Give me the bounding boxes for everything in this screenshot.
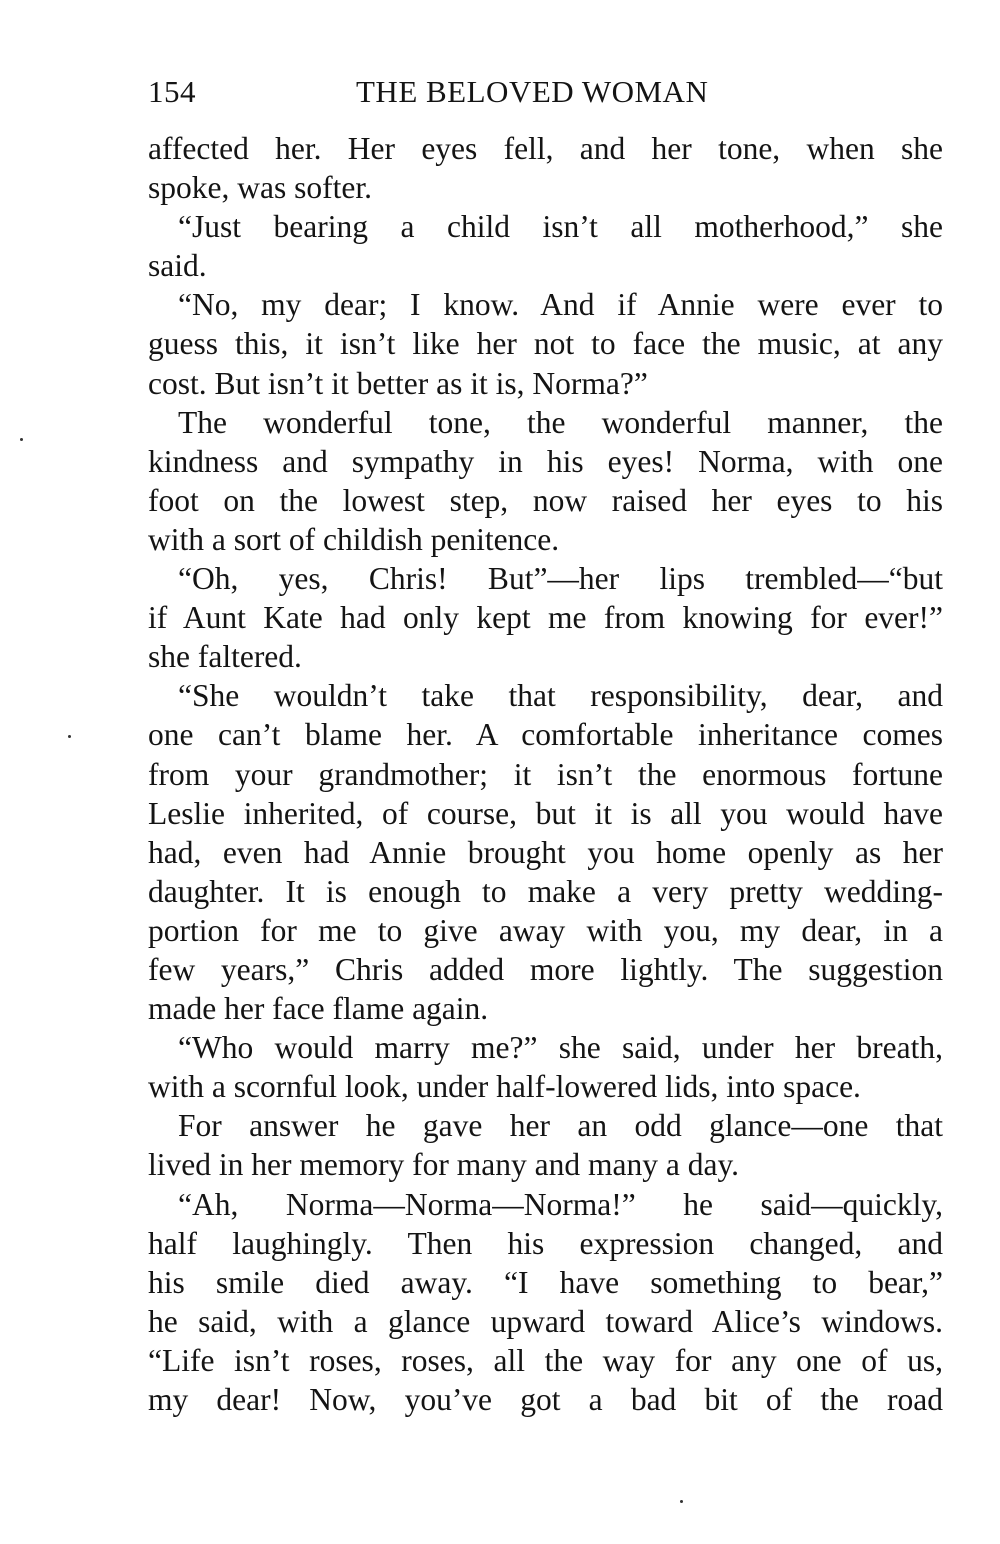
text-line: had, even had Annie brought you home openly as her [148, 834, 943, 870]
text-line: from your grandmother; it isn’t the enormous fortune [148, 756, 943, 792]
text-line: daughter. It is enough to make a very pretty wedding- [148, 873, 943, 909]
text-line: “No, my dear; I know. And if Annie were ever to [178, 287, 943, 323]
text-line: “Oh, yes, Chris! But”—her lips trembled—“but [178, 561, 943, 597]
text-line: spoke, was softer. [148, 170, 372, 206]
text-line: The wonderful tone, the wonderful manner, the [178, 404, 943, 440]
text-line: guess this, it isn’t like her not to face the music, at any [148, 326, 943, 362]
text-line: “Life isn’t roses, roses, all the way for any one of us, [148, 1342, 943, 1378]
text-line: with a sort of childish penitence. [148, 521, 560, 557]
text-line: portion for me to give away with you, my dear, in a [148, 912, 943, 948]
scan-speck [68, 735, 71, 738]
scan-speck [20, 438, 23, 441]
book-title: THE BELOVED WOMAN [356, 74, 709, 109]
text-line: lived in her memory for many and many a day. [148, 1147, 740, 1183]
page-number: 154 [148, 74, 196, 109]
text-line: with a scornful look, under half-lowered lids, into space. [148, 1069, 861, 1105]
scan-speck [680, 1500, 683, 1503]
text-line: foot on the lowest step, now raised her eyes to his [148, 482, 943, 518]
text-line: “She wouldn’t take that responsibility, dear, and [178, 678, 943, 714]
body-text [148, 129, 943, 1419]
text-line: said. [148, 248, 207, 284]
text-line: half laughingly. Then his expression changed, and [148, 1225, 943, 1261]
text-line: “Who would marry me?” she said, under her breath, [178, 1030, 943, 1066]
text-line: my dear! Now, you’ve got a bad bit of the road [148, 1382, 943, 1417]
text-line: few years,” Chris added more lightly. The suggestion [148, 951, 943, 987]
text-line: made her face flame again. [148, 991, 489, 1027]
running-head [148, 72, 738, 112]
text-line: she faltered. [148, 639, 302, 675]
text-line: he said, with a glance upward toward Alice’s windows. [148, 1303, 943, 1339]
text-line: affected her. Her eyes fell, and her tone, when she [148, 131, 943, 166]
text-line: cost. But isn’t it better as it is, Norma?” [148, 365, 648, 401]
text-line: Leslie inherited, of course, but it is all you would have [148, 795, 943, 831]
text-line: “Ah, Norma—Norma—Norma!” he said—quickly, [178, 1186, 943, 1222]
text-line: kindness and sympathy in his eyes! Norma, with one [148, 443, 943, 479]
text-line: his smile died away. “I have something to bear,” [148, 1264, 943, 1300]
text-line: For answer he gave her an odd glance—one that [178, 1108, 943, 1144]
text-line: if Aunt Kate had only kept me from knowing for ever!” [148, 600, 943, 636]
text-line: one can’t blame her. A comfortable inheritance comes [148, 717, 943, 753]
text-line: “Just bearing a child isn’t all motherhood,” she [178, 209, 943, 245]
